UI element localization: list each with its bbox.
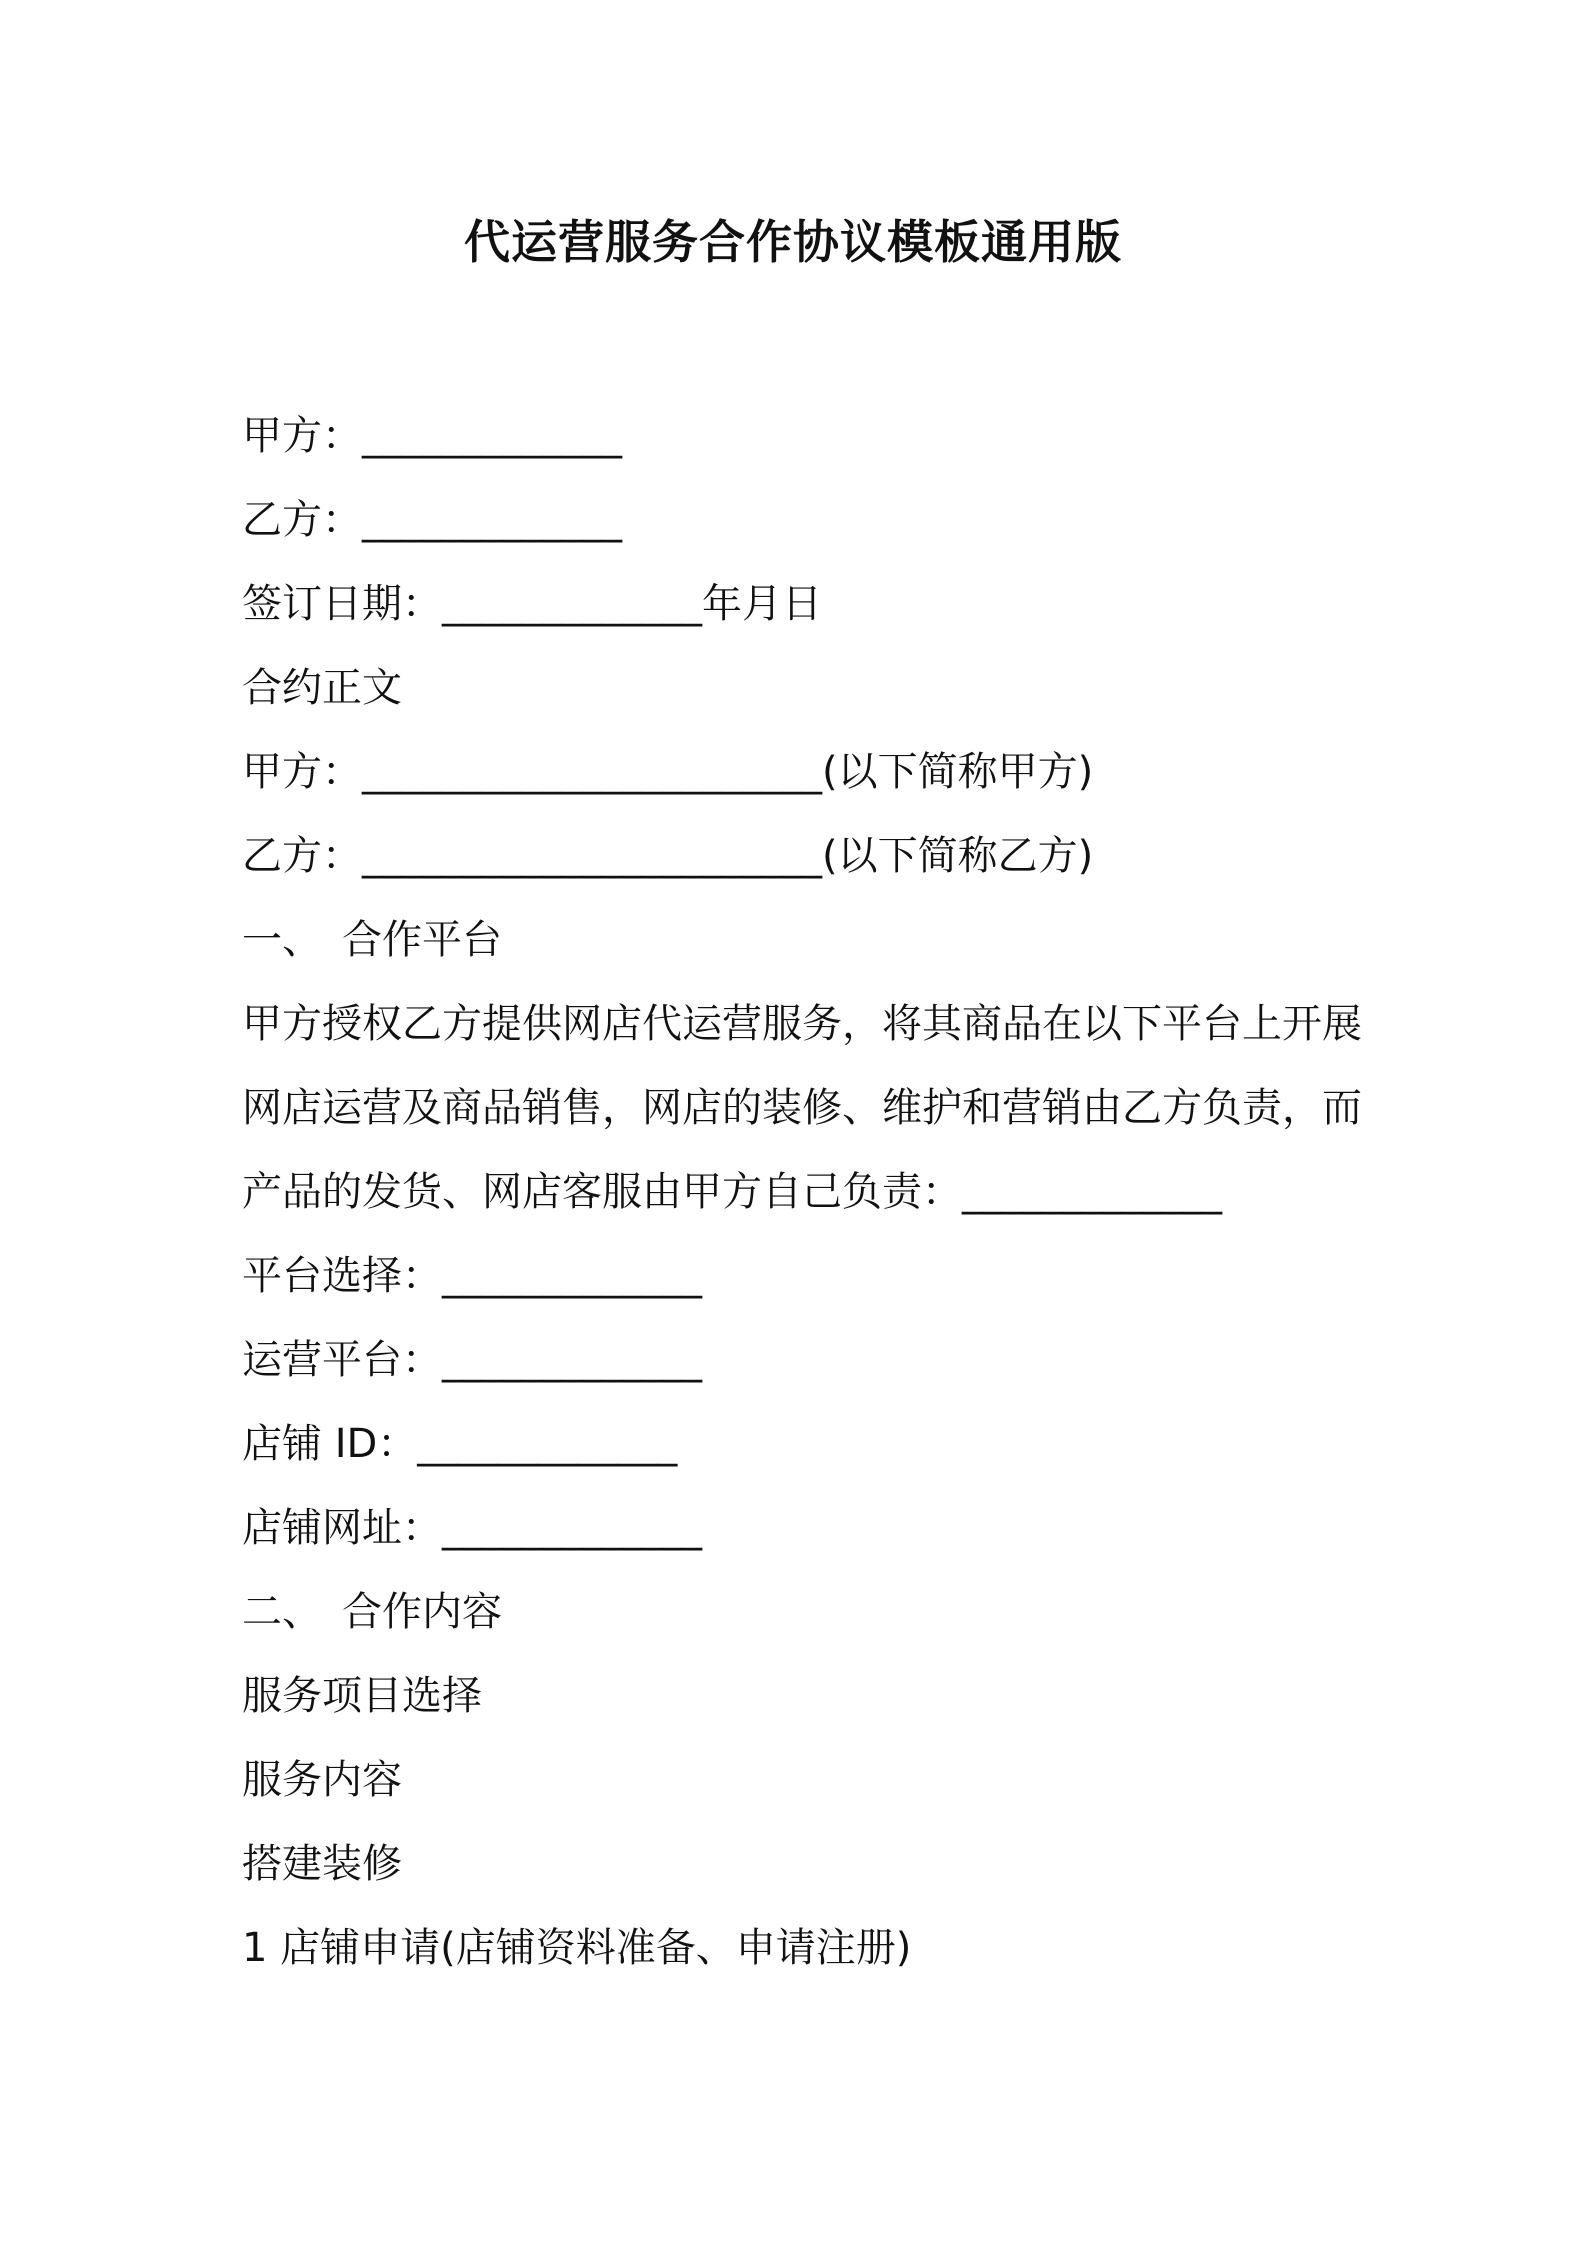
contract-body-label: 合约正文 bbox=[242, 665, 402, 711]
section-1-heading bbox=[242, 912, 1372, 968]
section-1-title: 合作平台 bbox=[342, 917, 502, 963]
section-2-title: 合作内容 bbox=[342, 1589, 502, 1635]
party-b-full-line: 乙方：_______________________(以下简称乙方) bbox=[242, 833, 1094, 879]
service-content-label: 服务内容 bbox=[242, 1757, 402, 1803]
section-2-heading bbox=[242, 1584, 1372, 1640]
section-1-paragraph-line-1: 甲方授权乙方提供网店代运营服务，将其商品在以下平台上开展 bbox=[242, 1001, 1362, 1047]
operation-platform-line: 运营平台：_____________ bbox=[242, 1337, 702, 1383]
document-title: 代运营服务合作协议模板通用版 bbox=[464, 215, 1122, 269]
item-1-line: 1 店铺申请(店铺资料准备、申请注册) bbox=[242, 1925, 912, 1971]
shop-id-line: 店铺 ID：_____________ bbox=[242, 1421, 678, 1467]
party-b-line: 乙方：_____________ bbox=[242, 497, 622, 543]
service-item-label: 服务项目选择 bbox=[242, 1673, 482, 1719]
platform-choice-line: 平台选择：_____________ bbox=[242, 1253, 702, 1299]
section-1-paragraph-line-3: 产品的发货、网店客服由甲方自己负责：_____________ bbox=[242, 1169, 1222, 1215]
section-1-paragraph-line-2: 网店运营及商品销售，网店的装修、维护和营销由乙方负责，而 bbox=[242, 1085, 1362, 1131]
section-2-number: 二、 bbox=[242, 1589, 322, 1635]
sign-date-line: 签订日期：_____________年月日 bbox=[242, 581, 822, 627]
party-a-line: 甲方：_____________ bbox=[242, 413, 622, 459]
party-a-full-line: 甲方：_______________________(以下简称甲方) bbox=[242, 749, 1094, 795]
build-decor-label: 搭建装修 bbox=[242, 1841, 402, 1887]
shop-url-line: 店铺网址：_____________ bbox=[242, 1505, 702, 1551]
section-1-number: 一、 bbox=[242, 917, 322, 963]
